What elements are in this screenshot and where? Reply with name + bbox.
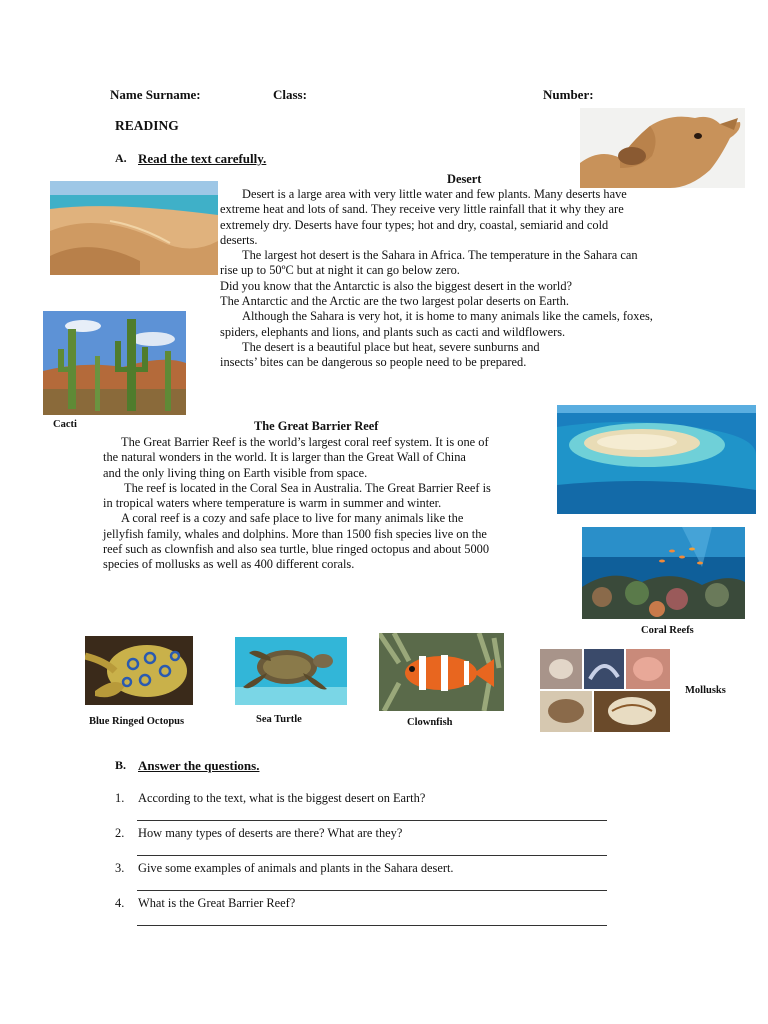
section-a-title: Read the text carefully. bbox=[138, 151, 267, 166]
reading-title: READING bbox=[115, 118, 179, 133]
number-label: Number: bbox=[543, 87, 594, 102]
blue-ringed-octopus-image bbox=[85, 636, 193, 705]
question-number: 2. bbox=[115, 826, 125, 840]
camel-image bbox=[580, 108, 745, 188]
reef-line: the natural wonders in the world. It is larger than the Great Wall of China bbox=[103, 450, 466, 465]
sea-turtle-image bbox=[235, 637, 347, 705]
section-a-marker: A. bbox=[115, 151, 127, 165]
answer-line-2[interactable] bbox=[137, 855, 607, 856]
sea-turtle-caption: Sea Turtle bbox=[256, 714, 302, 725]
question-number: 4. bbox=[115, 896, 125, 910]
reef-line: reef such as clownfish and also sea turtle, blue ringed octopus and about 5000 bbox=[103, 542, 490, 557]
desert-line: Desert is a large area with very little water and few plants. Many deserts have bbox=[242, 187, 627, 201]
question-number: 1. bbox=[115, 791, 125, 805]
desert-line: insects’ bites can be dangerous so people need to be prepared. bbox=[220, 355, 527, 370]
desert-line: The desert is a beautiful place but heat, severe sunburns and bbox=[242, 339, 540, 354]
reef-paragraph bbox=[103, 435, 491, 573]
desert-paragraph bbox=[220, 187, 653, 371]
desert-line: The largest hot desert is the Sahara in Africa. The temperature in the Sahara can bbox=[242, 248, 638, 263]
reef-line: in tropical waters where temperature is warm in summer and winter. bbox=[103, 496, 442, 511]
coral-reefs-caption: Coral Reefs bbox=[641, 625, 694, 636]
reef-line: The Great Barrier Reef is the world’s largest coral reef system. It is one of bbox=[121, 435, 489, 449]
clownfish-image bbox=[379, 633, 504, 711]
desert-line: rise up to 50ºC but at night it can go below zero. bbox=[220, 263, 460, 278]
desert-line: Did you know that the Antarctic is also the biggest desert in the world? bbox=[220, 278, 573, 293]
answer-line-4[interactable] bbox=[137, 925, 607, 926]
question-text: Give some examples of animals and plants in the Sahara desert. bbox=[138, 861, 454, 875]
answer-line-1[interactable] bbox=[137, 820, 607, 821]
blue-ringed-octopus-caption: Blue Ringed Octopus bbox=[89, 716, 185, 727]
reef-line: A coral reef is a cozy and safe place to live for many animals like the bbox=[121, 511, 464, 526]
desert-line: spiders, elephants and lions, and plants such as cacti and wildflowers. bbox=[220, 324, 566, 339]
clownfish-caption: Clownfish bbox=[407, 717, 453, 728]
question-text: How many types of deserts are there? What are they? bbox=[138, 826, 403, 840]
cacti-caption: Cacti bbox=[53, 419, 77, 430]
name-surname-label: Name Surname: bbox=[110, 87, 201, 102]
reef-line: jellyfish family, whales and dolphins. More than 1500 fish species live on the bbox=[103, 526, 487, 541]
section-b-marker: B. bbox=[115, 758, 127, 772]
answer-line-3[interactable] bbox=[137, 890, 607, 891]
desert-line: deserts. bbox=[220, 232, 258, 247]
desert-dunes-image bbox=[50, 181, 218, 275]
section-b-title: Answer the questions. bbox=[138, 758, 260, 773]
reef-line: species of mollusks as well as 400 different corals. bbox=[103, 557, 355, 572]
desert-line: extremely dry. Deserts have four types; hot and dry, coastal, semiarid and cold bbox=[220, 217, 609, 232]
question-text: What is the Great Barrier Reef? bbox=[138, 896, 296, 910]
great-barrier-reef-image bbox=[557, 405, 756, 514]
cacti-image bbox=[43, 311, 186, 415]
class-label: Class: bbox=[273, 87, 307, 102]
desert-title: Desert bbox=[447, 172, 482, 186]
mollusks-image bbox=[540, 649, 670, 732]
mollusks-caption: Mollusks bbox=[685, 685, 726, 696]
reef-line: and the only living thing on Earth visible from space. bbox=[103, 465, 368, 480]
coral-reefs-image bbox=[582, 527, 745, 619]
reef-title: The Great Barrier Reef bbox=[254, 419, 379, 433]
reef-line: The reef is located in the Coral Sea in Australia. The Great Barrier Reef is bbox=[124, 480, 491, 495]
desert-line: The Antarctic and the Arctic are the two largest polar deserts on Earth. bbox=[220, 294, 569, 309]
question-number: 3. bbox=[115, 861, 125, 875]
desert-line: extreme heat and lots of sand. They receive very little rainfall that it why they are bbox=[220, 202, 624, 217]
question-text: According to the text, what is the biggest desert on Earth? bbox=[138, 791, 426, 805]
desert-line: Although the Sahara is very hot, it is home to many animals like the camels, foxes, bbox=[242, 309, 653, 324]
